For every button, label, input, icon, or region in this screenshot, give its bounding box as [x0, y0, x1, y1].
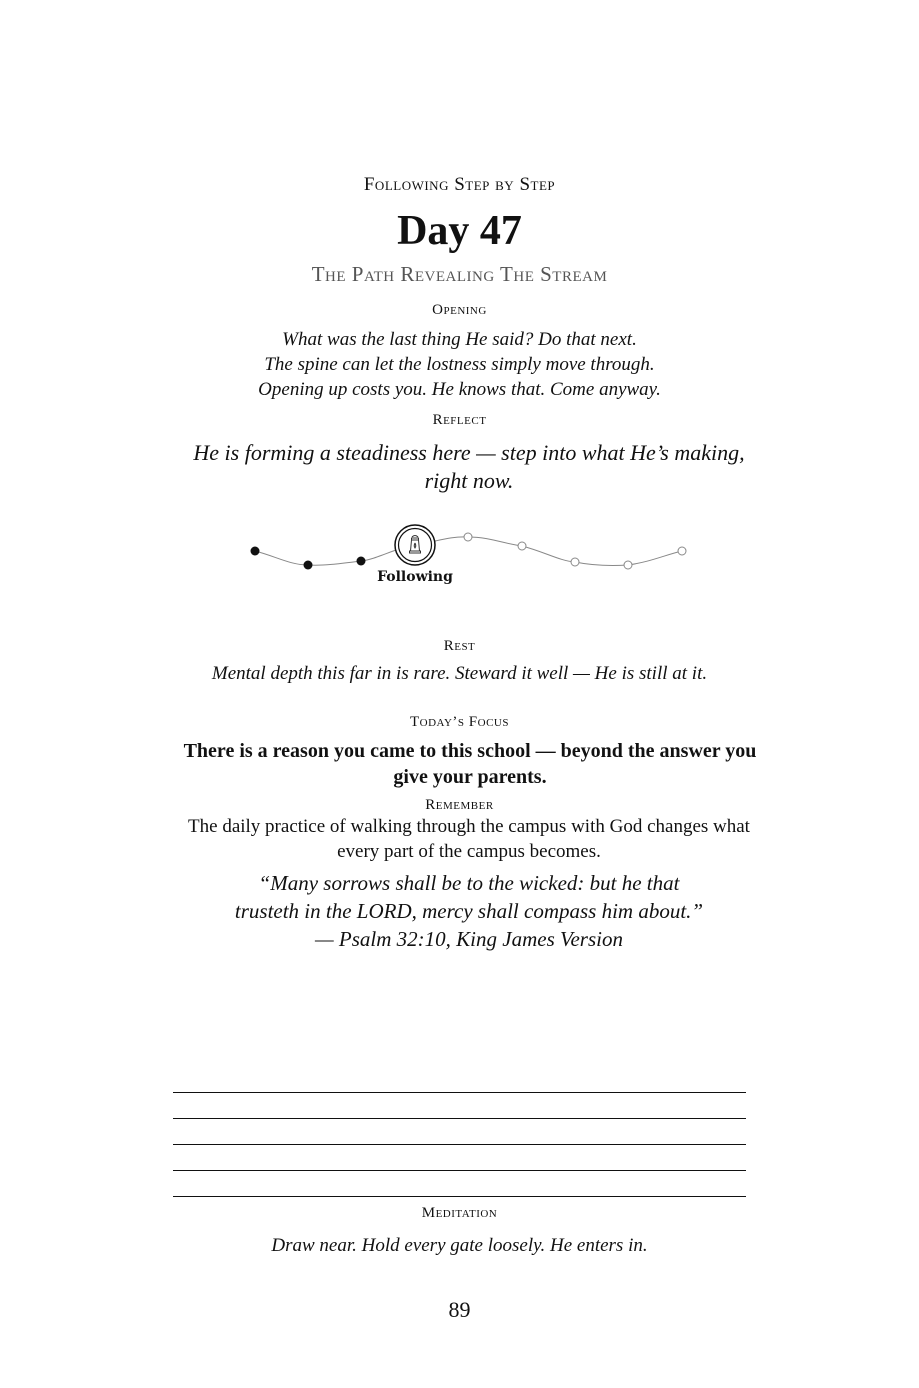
- page-number: 89: [448, 1297, 471, 1322]
- reflect-label: Reflect: [432, 412, 487, 428]
- step-completed: [304, 561, 313, 570]
- rest-text: Mental depth this far in is rare. Steward it well — He is still at it.: [211, 663, 708, 684]
- writing-line: [173, 1196, 746, 1197]
- opening-line: The spine can let the lostness simply move through.: [264, 354, 655, 375]
- writing-line: [173, 1170, 746, 1171]
- step-upcoming: [624, 561, 632, 569]
- writing-line: [173, 1144, 746, 1145]
- day-subtitle: The Path Revealing The Stream: [311, 262, 608, 286]
- writing-lines: [173, 1092, 746, 1222]
- step-completed: [357, 557, 366, 566]
- opening-line: Opening up costs you. He knows that. Come anyway.: [258, 379, 661, 400]
- opening-line: What was the last thing He said? Do that next.: [282, 329, 637, 350]
- day-title: Day 47: [397, 208, 522, 254]
- remember-text: The daily practice of walking through the campus with God changes what every part of the campus becomes.: [188, 816, 750, 862]
- meditation-label: Meditation: [421, 1205, 498, 1221]
- focus-text: There is a reason you came to this school — beyond the answer you give your parents.: [183, 740, 757, 788]
- writing-line: [173, 1118, 746, 1119]
- step-current-inner: [399, 529, 432, 562]
- step-completed: [251, 547, 260, 556]
- step-upcoming: [678, 547, 686, 555]
- focus-label: Today’s Focus: [410, 714, 509, 730]
- rest-label: Rest: [443, 638, 476, 654]
- step-upcoming: [464, 533, 472, 541]
- step-upcoming: [518, 542, 526, 550]
- writing-line: [173, 1092, 746, 1093]
- progress-path: [0, 515, 919, 575]
- remember-label: Remember: [425, 797, 494, 813]
- reflect-text: He is forming a steadiness here — step into what He’s making, right now.: [193, 440, 745, 493]
- scripture-quote: “Many sorrows shall be to the wicked: but he that trusteth in the LORD, mercy shall compass him about.” — Psalm 32:10, King James Version: [234, 871, 704, 951]
- series-title: Following Step by Step: [363, 174, 556, 195]
- step-upcoming: [571, 558, 579, 566]
- meditation-text: Draw near. Hold every gate loosely. He enters in.: [271, 1235, 648, 1256]
- opening-label: Opening: [432, 302, 487, 318]
- opening-text: [0, 327, 919, 402]
- current-step-label: Following: [377, 569, 453, 585]
